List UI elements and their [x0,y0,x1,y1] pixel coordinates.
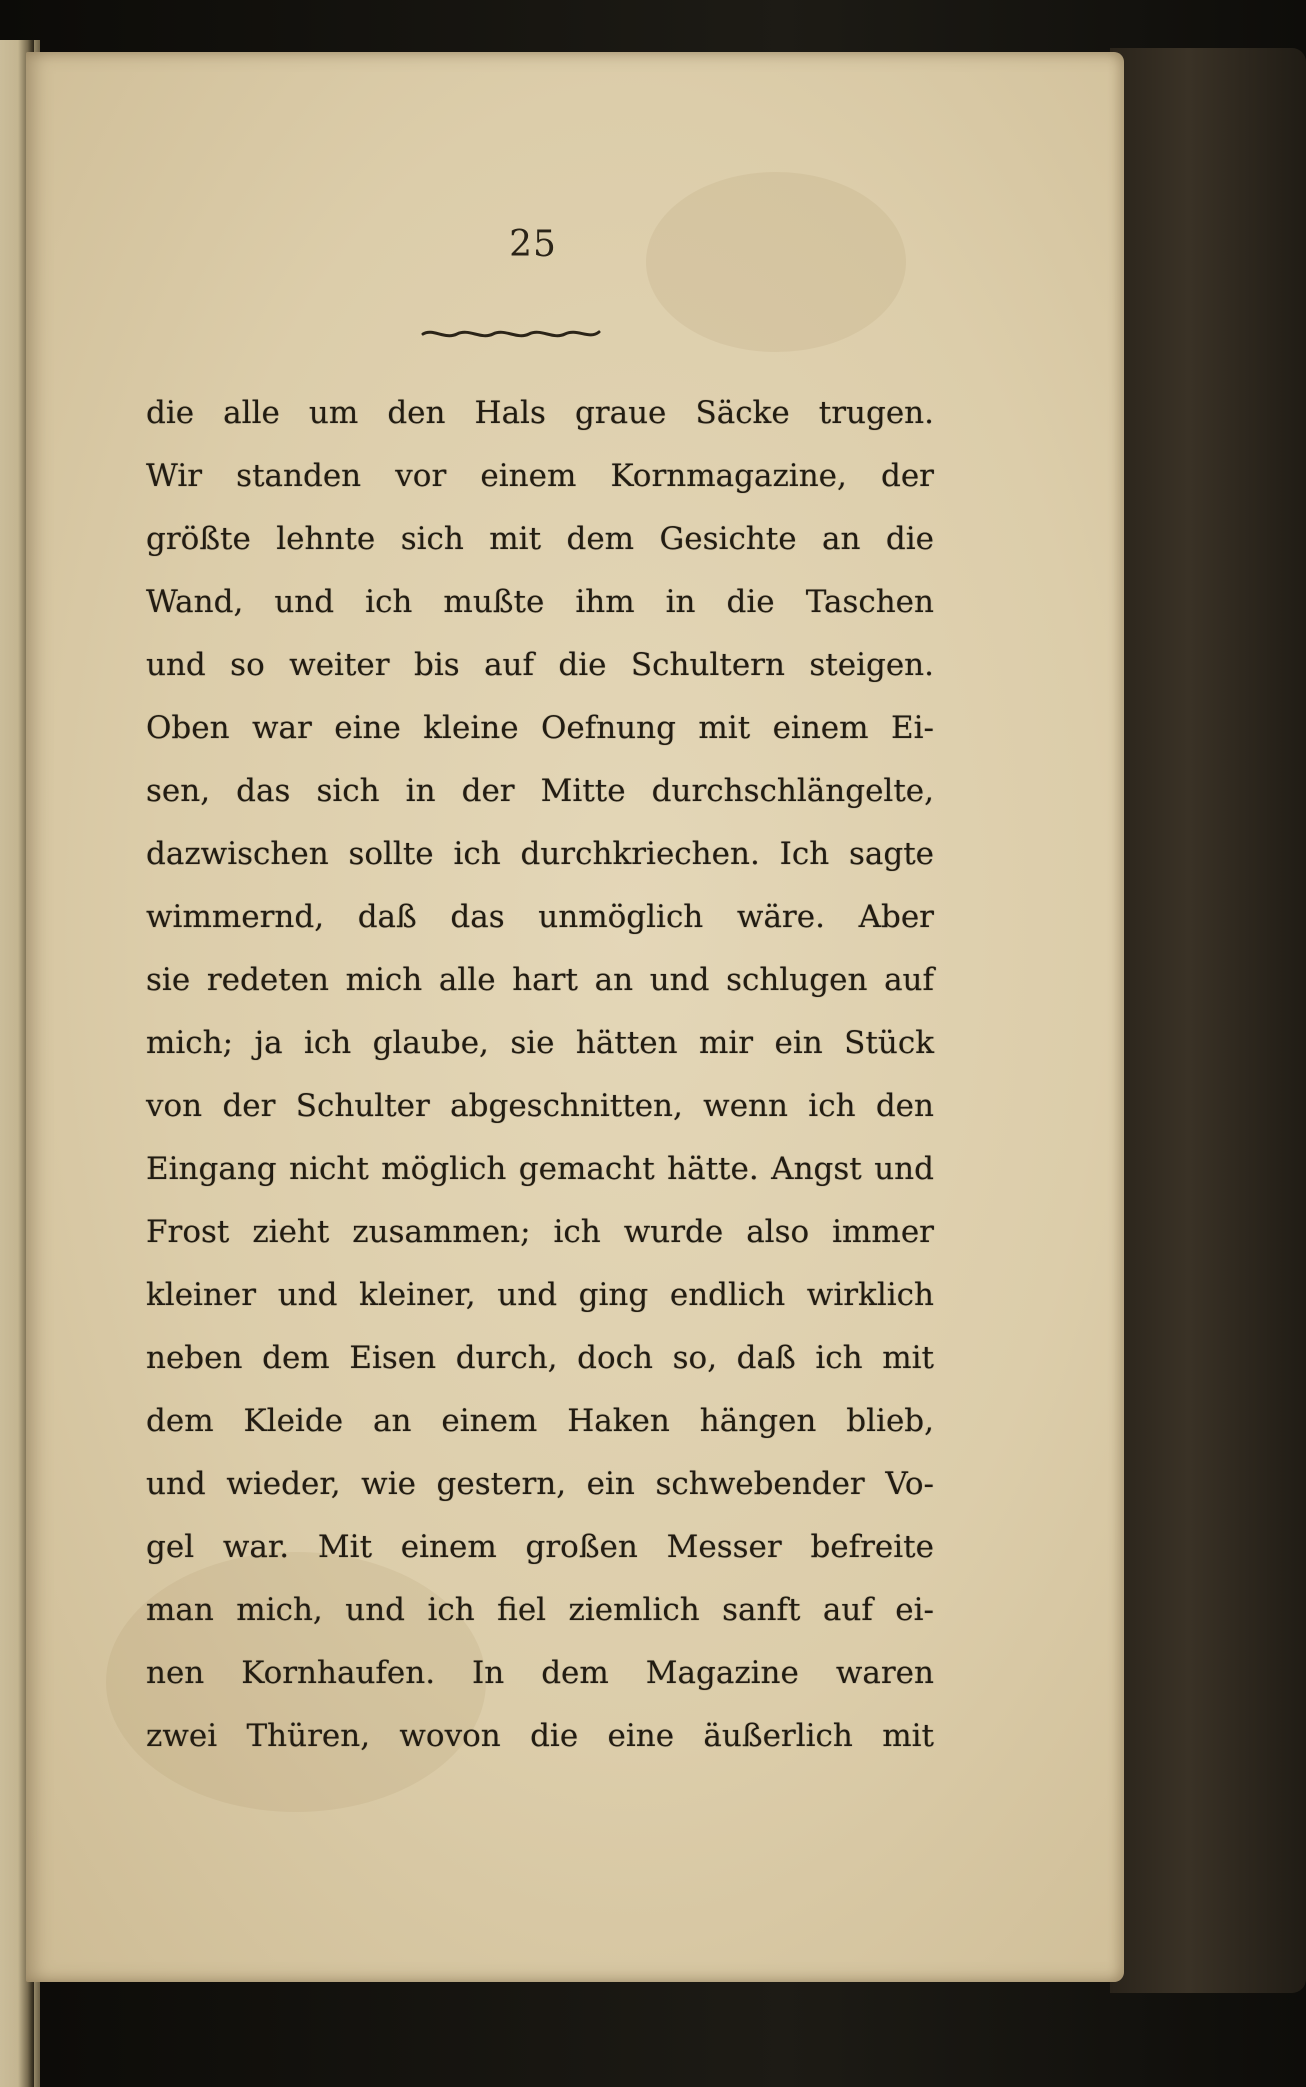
text-line: gel war. Mit einem großen Messer befreite [146,1529,934,1565]
text-line: sen, das sich in der Mitte durchschlängelte, [146,773,934,809]
text-line: neben dem Eisen durch, doch so, daß ich mit [146,1340,934,1376]
text-line: Frost zieht zusammen; ich wurde also immer [146,1214,934,1250]
body-text [146,382,934,1768]
paper-stain [646,172,906,352]
text-line: nen Kornhaufen. In dem Magazine waren [146,1655,934,1691]
ornament-rule [421,322,601,346]
text-line: kleiner und kleiner, und ging endlich wirklich [146,1277,934,1313]
text-line: und wieder, wie gestern, ein schwebender Vo- [146,1466,934,1502]
text-line: Wir standen vor einem Kornmagazine, der [146,458,934,494]
text-line: größte lehnte sich mit dem Gesichte an die [146,521,934,557]
text-line: zwei Thüren, wovon die eine äußerlich mit [146,1718,934,1754]
text-line: und so weiter bis auf die Schultern steigen. [146,647,934,683]
text-line: sie redeten mich alle hart an und schlugen auf [146,962,934,998]
text-line: wimmernd, daß das unmöglich wäre. Aber [146,899,934,935]
text-line: die alle um den Hals graue Säcke trugen. [146,395,934,431]
text-line: von der Schulter abgeschnitten, wenn ich den [146,1088,934,1124]
book-page [26,52,1124,1982]
text-line: Eingang nicht möglich gemacht hätte. Angst und [146,1151,934,1187]
text-line: man mich, und ich fiel ziemlich sanft auf ei- [146,1592,934,1628]
book-cover-edge [1110,48,1306,1993]
text-line: mich; ja ich glaube, sie hätten mir ein Stück [146,1025,934,1061]
text-line: dem Kleide an einem Haken hängen blieb, [146,1403,934,1439]
text-line: dazwischen sollte ich durchkriechen. Ich sagte [146,836,934,872]
page-number: 25 [509,224,557,265]
text-line: Wand, und ich mußte ihm in die Taschen [146,584,934,620]
text-line: Oben war eine kleine Oefnung mit einem Ei- [146,710,934,746]
